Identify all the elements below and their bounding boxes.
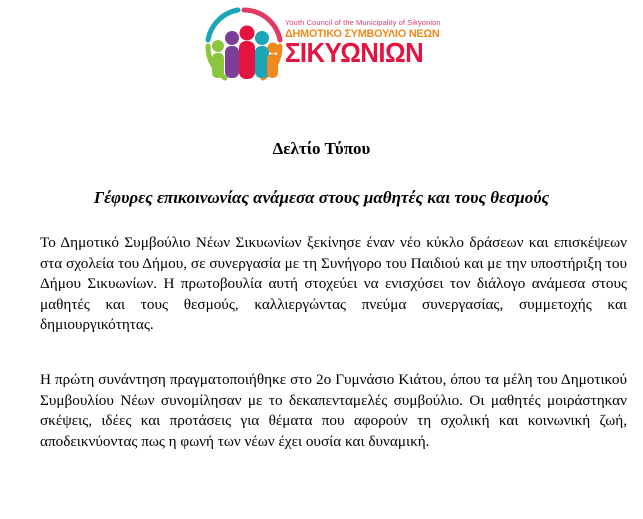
youth-council-logo xyxy=(203,6,443,92)
people-circle-icon xyxy=(203,6,285,92)
body-paragraph: Το Δημοτικό Συμβούλιο Νέων Σικυωνίων ξεκίνησε έναν νέο κύκλο δράσεων και επισκέψεων στα σχολεία του Δήμου, σε συνεργασία με τη Συνήγορο του Παιδιού και με την υποστήριξη του Δήμου Σικυωνίων. Η πρωτοβουλία αυτή στοχεύει να ενισχύσει τον διάλογο ανάμεσα στους μαθητές και τους θεσμούς, καλλιεργώντας πνεύμα συνεργασίας, συμμετοχής και δημιουργικότητας. xyxy=(40,234,627,334)
logo-greek-municipality-name: ΣΙΚΥΩΝΙΩΝ xyxy=(285,37,424,68)
logo-text xyxy=(285,18,441,66)
logo-greek-council-name: ΔΗΜΟΤΙΚΟ ΣΥΜΒΟΥΛΙΟ ΝΕΩΝ xyxy=(285,28,440,40)
body-paragraph: Η πρώτη συνάντηση πραγματοποιήθηκε στο 2ο Γυμνάσιο Κιάτου, όπου τα μέλη του Δημοτικού Συμβουλίου Νέων συνομίλησαν με το δεκαπενταμελές συμβούλιο. Οι μαθητές μοιράστηκαν σκέψεις, ιδέες και προτάσεις για θέματα που αφορούν τη σχολική και κοινωνική ζωή, αποδεικνύοντας πως η φωνή των νέων έχει ουσία και δυναμική. xyxy=(40,371,627,450)
document-subheading: Γέφυρες επικοινωνίας ανάμεσα στους μαθητές και τους θεσμούς xyxy=(93,188,550,207)
logo-english-text: Youth Council of the Municipality of Sikyonion xyxy=(285,18,441,27)
document-heading: Δελτίο Τύπου xyxy=(272,139,371,158)
